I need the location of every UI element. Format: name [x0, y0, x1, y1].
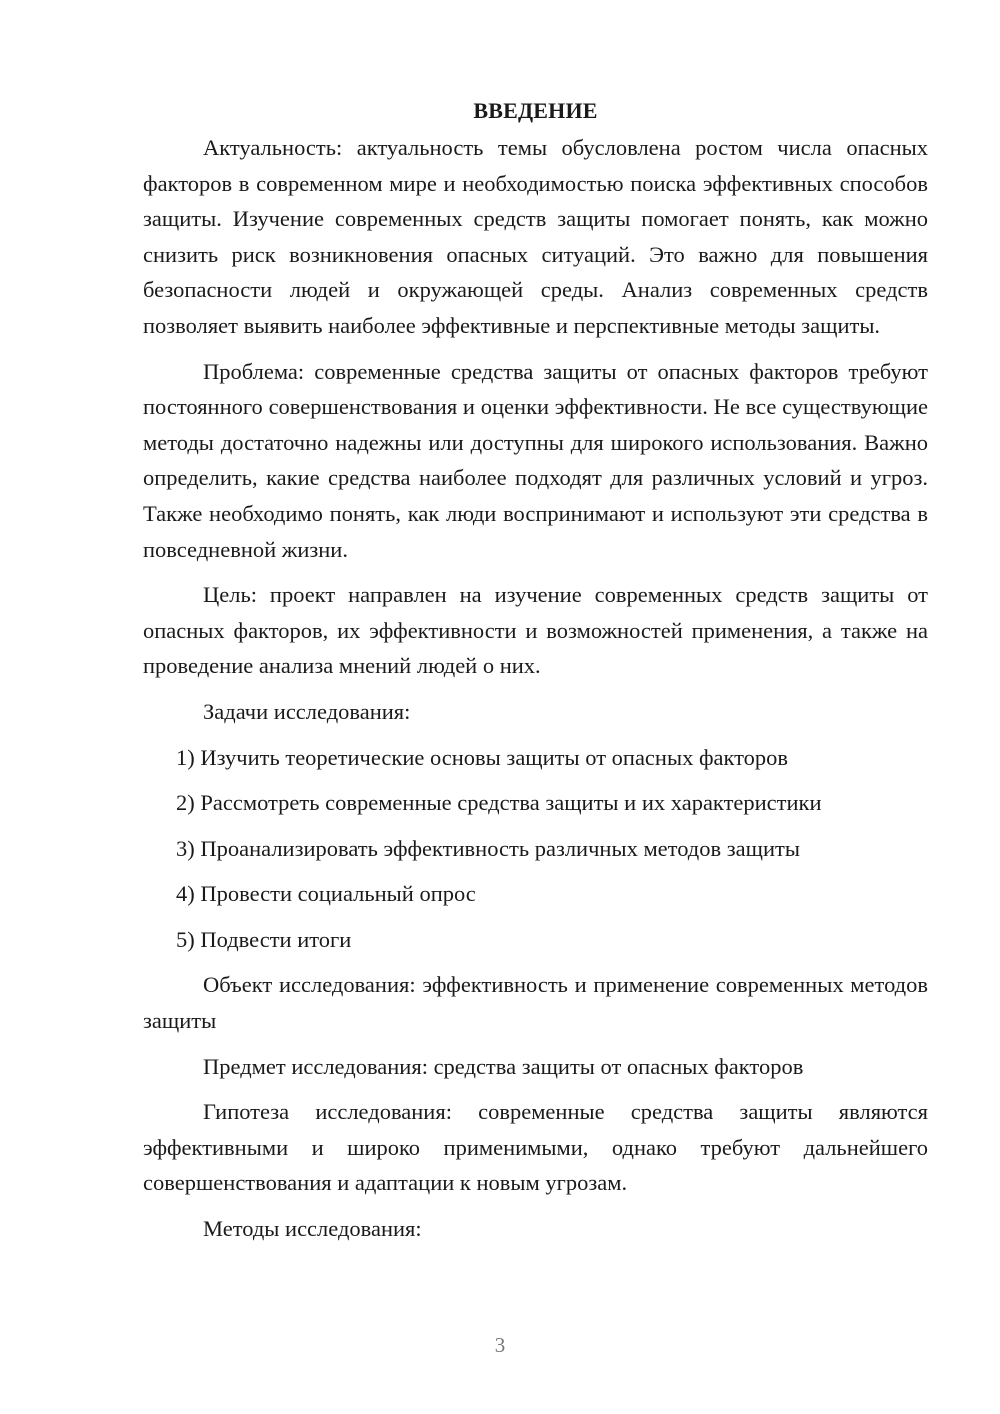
task-item-2: 2) Рассмотреть современные средства защиты и их характеристики [176, 790, 822, 816]
task-item-4: 4) Провести социальный опрос [176, 881, 476, 907]
hypothesis-paragraph: Гипотеза исследования: современные средства защиты являются эффективными и широко применимыми, однако требуют дальнейшего совершенствования и адаптации к новым угрозам. [143, 1099, 928, 1196]
page-title: ВВЕДЕНИЕ [473, 98, 598, 123]
goal-paragraph: Цель: проект направлен на изучение современных средств защиты от опасных факторов, их эффективности и возможностей применения, а также на проведение анализа мнений людей о них. [143, 582, 928, 679]
relevance-paragraph: Актуальность: актуальность темы обусловлена ростом числа опасных факторов в современном мире и необходимостью поиска эффективных способов защиты. Изучение современных средств защиты помогает понять, как можно снизить риск возникновения опасных ситуаций. Это важно для повышения безопасности людей и окружающей среды. Анализ современных средств позволяет выявить наиболее эффективные и перспективные методы защиты. [143, 135, 928, 338]
task-item-1: 1) Изучить теоретические основы защиты от опасных факторов [176, 744, 789, 770]
page-number: 3 [494, 1333, 506, 1357]
object-paragraph: Объект исследования: эффективность и применение современных методов защиты [143, 972, 928, 1034]
tasks-heading: Задачи исследования: [203, 698, 411, 724]
problem-paragraph: Проблема: современные средства защиты от опасных факторов требуют постоянного совершенствования и оценки эффективности. Не все существующие методы достаточно надежны или доступны для широкого использования. Важно определить, какие средства наиболее подходят для различных условий и угроз. Также необходимо понять, как люди воспринимают и используют эти средства в повседневной жизни. [143, 358, 928, 562]
page-content [143, 95, 928, 1257]
subject-paragraph: Предмет исследования: средства защиты от опасных факторов [203, 1053, 804, 1079]
task-item-5: 5) Подвести итоги [176, 926, 352, 952]
task-item-3: 3) Проанализировать эффективность различных методов защиты [176, 835, 800, 861]
methods-heading: Методы исследования: [203, 1216, 422, 1242]
